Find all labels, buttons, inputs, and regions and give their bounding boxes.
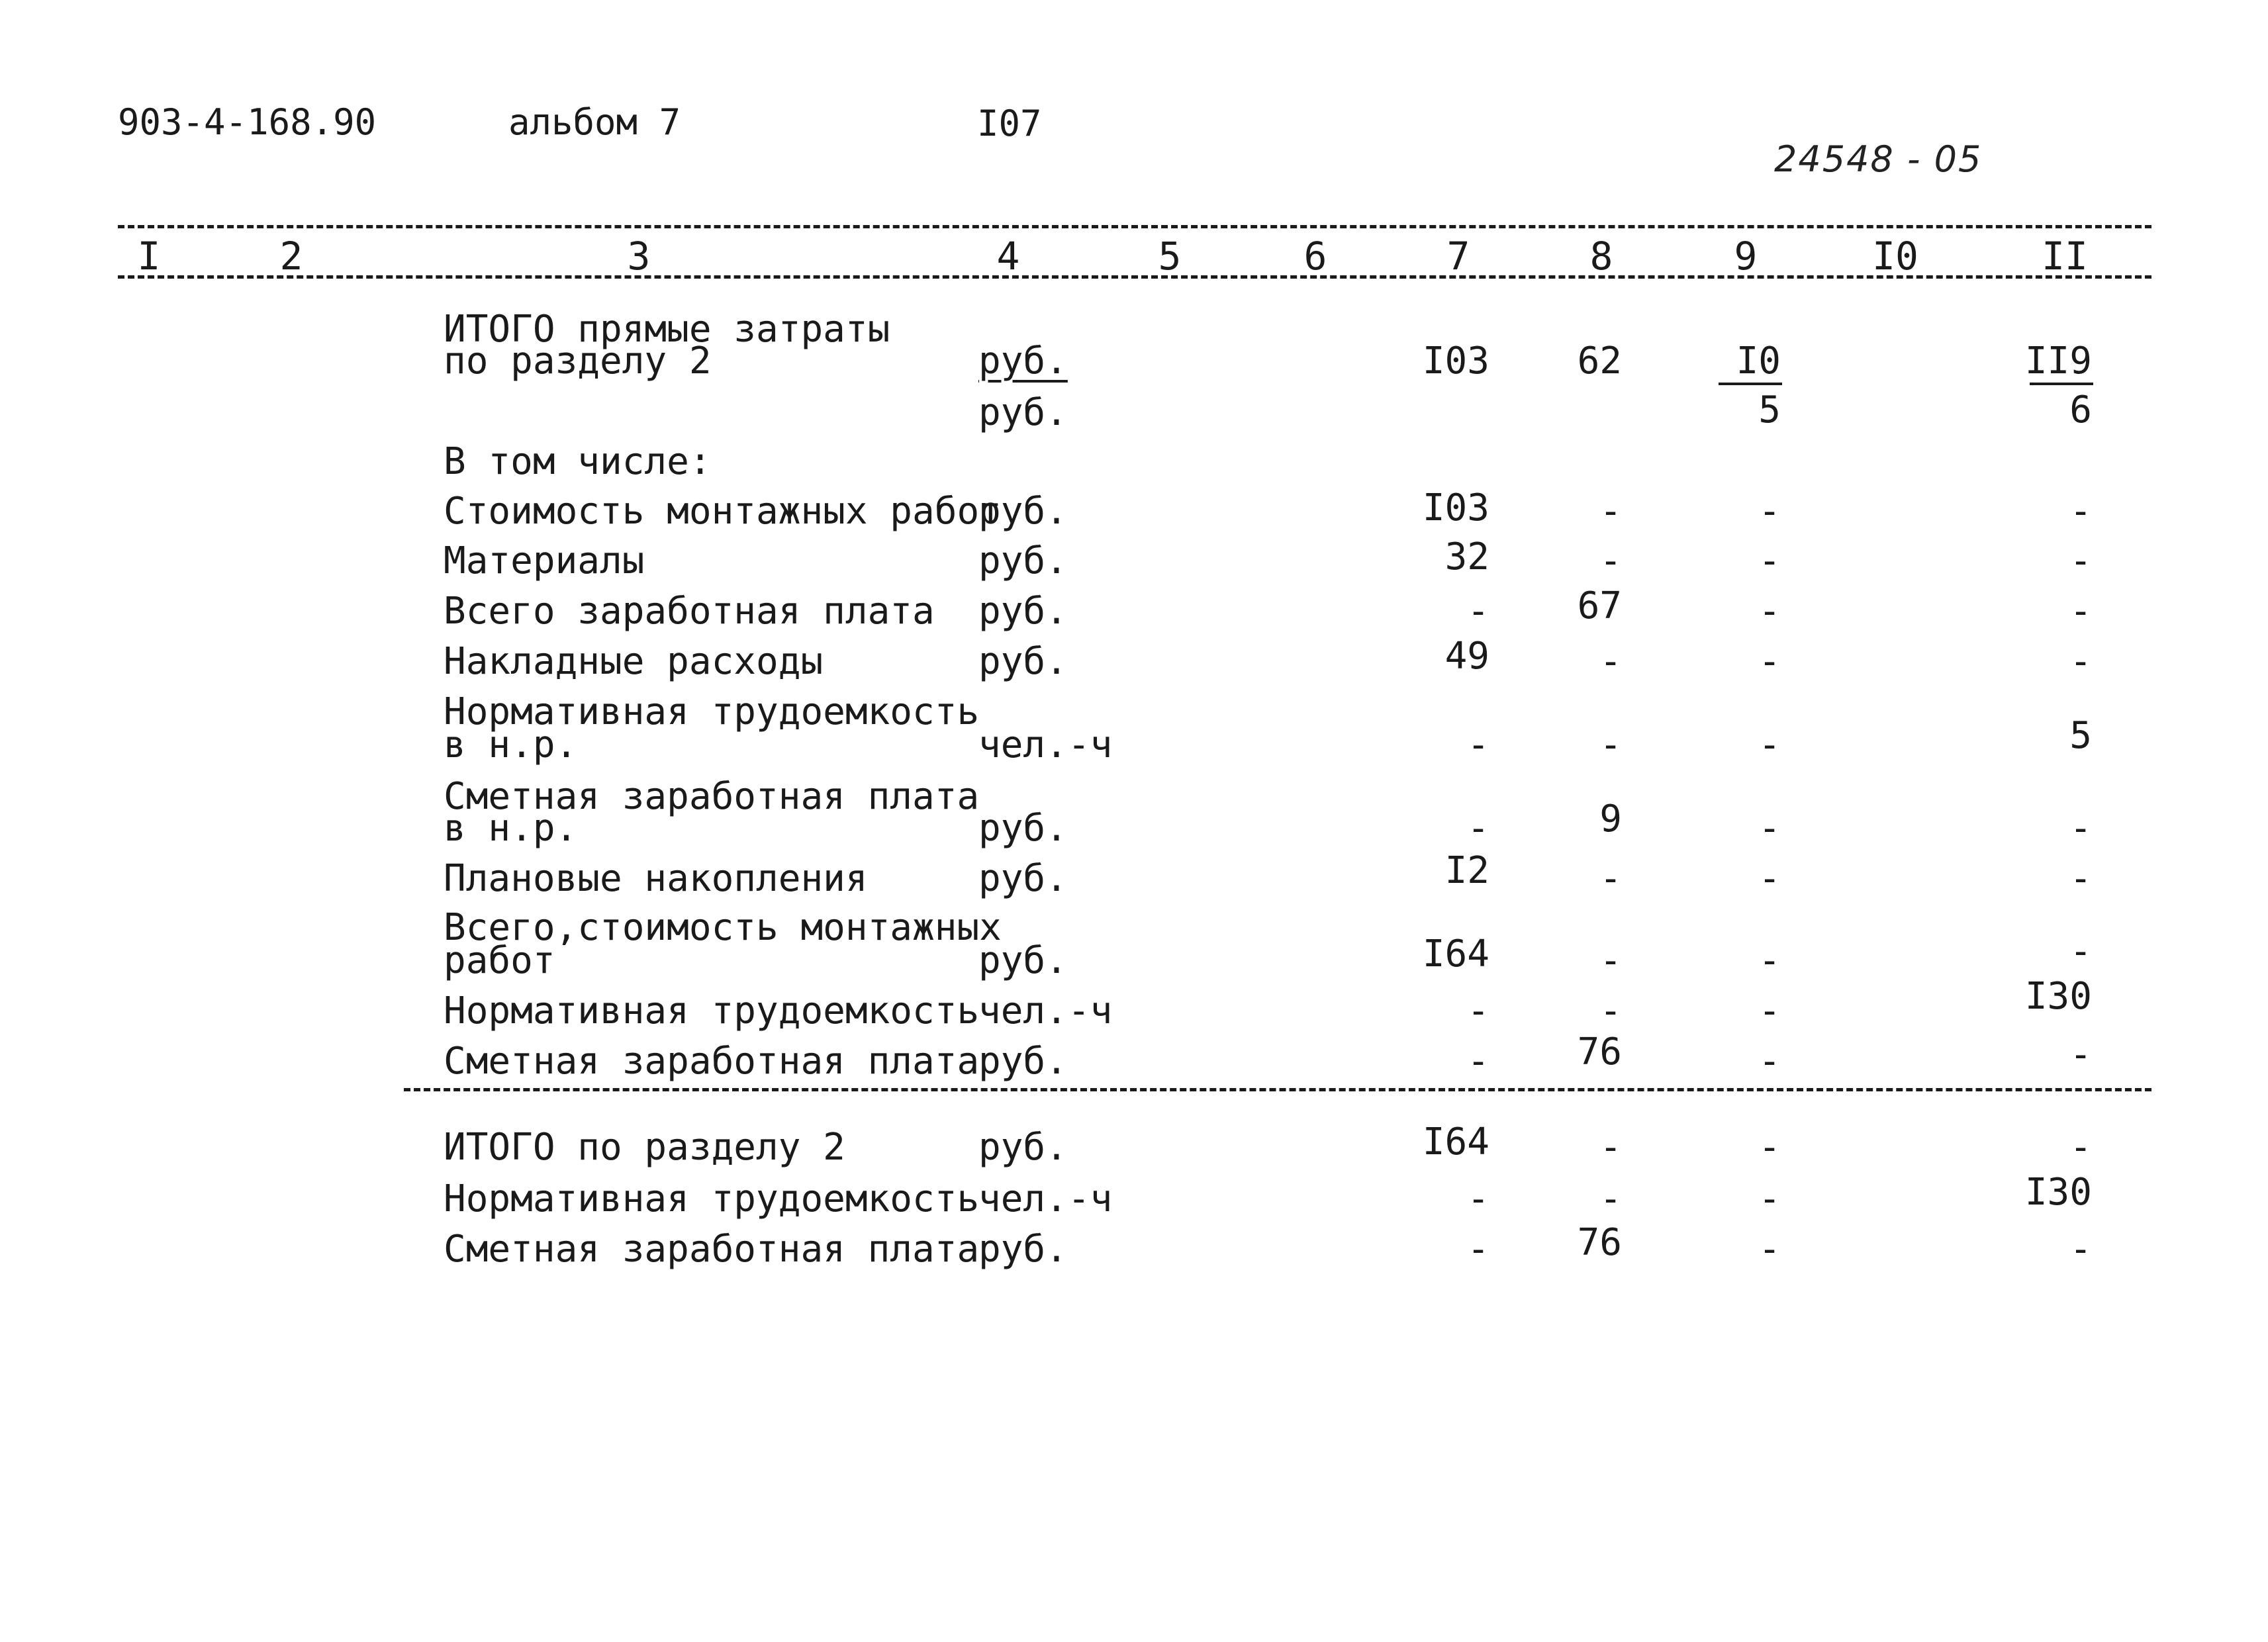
row-col11: 5 [2069, 714, 2092, 757]
row-col8: - [1599, 857, 1622, 900]
total-direct-col11-denominator: 6 [2069, 388, 2092, 432]
row-col9: - [1758, 857, 1781, 900]
section-separator-rule [404, 1088, 2151, 1091]
row-unit: руб. [978, 1126, 1068, 1169]
column-header-top-rule [118, 225, 2151, 228]
row-label: Сметная заработная плата [444, 1040, 980, 1083]
row-col9: - [1758, 1126, 1781, 1169]
row-col8: - [1599, 1126, 1622, 1169]
column-header-5: 5 [1158, 234, 1182, 279]
row-label: Нормативная трудоемкость [444, 989, 980, 1032]
page-number: I07 [977, 103, 1042, 144]
row-unit: руб. [978, 807, 1068, 850]
row-col7: I64 [1422, 1120, 1489, 1163]
row-col8: - [1599, 640, 1622, 683]
row-col11: I30 [2024, 975, 2092, 1018]
row-col9: - [1758, 640, 1781, 683]
row-col7: 49 [1444, 635, 1489, 678]
row-col8: - [1599, 1177, 1622, 1220]
row-label-continuation: в н.р. [444, 807, 578, 850]
row-col11: - [2069, 930, 2092, 973]
row-col11: - [2069, 1228, 2092, 1271]
row-col9: - [1758, 590, 1781, 633]
row-col9: - [1758, 490, 1781, 533]
row-label: ИТОГО по разделу 2 [444, 1126, 845, 1169]
row-col8: 9 [1599, 798, 1622, 841]
column-header-bottom-rule [118, 275, 2151, 279]
row-col9: - [1758, 807, 1781, 850]
including-label: В том числе: [444, 440, 712, 483]
row-label-continuation: работ [444, 939, 555, 982]
row-col9: - [1758, 1177, 1781, 1220]
column-header-4: 4 [996, 234, 1020, 279]
row-col11: - [2069, 539, 2092, 582]
row-col11: - [2069, 490, 2092, 533]
row-col11: - [2069, 590, 2092, 633]
row-unit: руб. [978, 490, 1068, 533]
row-col7: - [1467, 1228, 1489, 1271]
row-col8: 76 [1577, 1030, 1622, 1073]
row-col9: - [1758, 1040, 1781, 1083]
total-direct-col7: I03 [1422, 340, 1489, 383]
row-col9: - [1758, 989, 1781, 1032]
row-col7: - [1467, 807, 1489, 850]
row-col8: 67 [1577, 584, 1622, 627]
column-header-8: 8 [1589, 234, 1613, 279]
row-col11: - [2069, 857, 2092, 900]
row-col9: - [1758, 539, 1781, 582]
total-direct-unit-2: руб. [978, 391, 1068, 434]
row-label: Сметная заработная плата [444, 1228, 980, 1271]
column-header-3: 3 [627, 234, 651, 279]
row-col7: - [1467, 590, 1489, 633]
row-col7: I03 [1422, 486, 1489, 529]
column-header-6: 6 [1303, 234, 1327, 279]
row-label-continuation: в н.р. [444, 723, 578, 766]
total-direct-col11-numerator: II9 [2024, 340, 2092, 383]
row-unit: руб. [978, 590, 1068, 633]
total-direct-label-line1: ИТОГО прямые затраты [444, 308, 890, 351]
row-col8: - [1599, 539, 1622, 582]
total-direct-col9-denominator: 5 [1758, 388, 1781, 432]
row-col7: - [1467, 1177, 1489, 1220]
row-col11: I30 [2024, 1171, 2092, 1214]
row-col8: - [1599, 939, 1622, 982]
row-col7: - [1467, 1040, 1489, 1083]
row-unit: чел.-ч [978, 989, 1113, 1032]
album-label: альбом 7 [508, 101, 681, 143]
row-unit: руб. [978, 939, 1068, 982]
column-header-9: 9 [1734, 234, 1758, 279]
row-col7: - [1467, 989, 1489, 1032]
row-label: Плановые накопления [444, 857, 868, 900]
row-col8: - [1599, 989, 1622, 1032]
row-col9: - [1758, 939, 1781, 982]
total-direct-col9-numerator: I0 [1736, 340, 1781, 383]
row-col11: - [2069, 807, 2092, 850]
row-col9: - [1758, 1228, 1781, 1271]
row-unit: чел.-ч [978, 1177, 1113, 1220]
row-col7: 32 [1444, 535, 1489, 578]
handwritten-stamp: 24548 - 05 [1774, 138, 1983, 180]
total-direct-col9-fraction-bar [1719, 383, 1782, 385]
column-header-7: 7 [1446, 234, 1470, 279]
row-col8: - [1599, 723, 1622, 766]
row-label: Всего заработная плата [444, 590, 935, 633]
row-col7: I64 [1422, 933, 1489, 976]
document-code: 903-4-168.90 [118, 101, 377, 143]
row-col11: - [2069, 640, 2092, 683]
total-direct-unit: руб. [978, 340, 1068, 383]
column-header-2: 2 [279, 234, 303, 279]
row-col9: - [1758, 723, 1781, 766]
row-label: Накладные расходы [444, 640, 824, 683]
row-col11: - [2069, 1033, 2092, 1076]
row-unit: руб. [978, 857, 1068, 900]
column-header-10: I0 [1872, 234, 1918, 279]
total-direct-col11-fraction-bar [2030, 383, 2093, 385]
row-col8: 76 [1577, 1221, 1622, 1264]
column-header-1: I [137, 234, 161, 279]
row-col7: I2 [1444, 849, 1489, 892]
row-unit: руб. [978, 1228, 1068, 1271]
row-label: Материалы [444, 539, 645, 582]
row-unit: чел.-ч [978, 723, 1113, 766]
row-col8: - [1599, 490, 1622, 533]
row-label: Всего,стоимость монтажных [444, 906, 1002, 949]
row-label: Стоимость монтажных работ [444, 490, 1002, 533]
row-label: Нормативная трудоемкость [444, 1177, 980, 1220]
row-col11: - [2069, 1126, 2092, 1169]
total-direct-label-line2: по разделу 2 [444, 340, 712, 383]
row-label: Сметная заработная плата [444, 775, 980, 818]
row-col7: - [1467, 723, 1489, 766]
column-header-11: II [2042, 234, 2088, 279]
total-direct-col8: 62 [1577, 340, 1622, 383]
row-unit: руб. [978, 539, 1068, 582]
row-label: Нормативная трудоемкость [444, 690, 980, 733]
row-unit: руб. [978, 640, 1068, 683]
row-unit: руб. [978, 1040, 1068, 1083]
